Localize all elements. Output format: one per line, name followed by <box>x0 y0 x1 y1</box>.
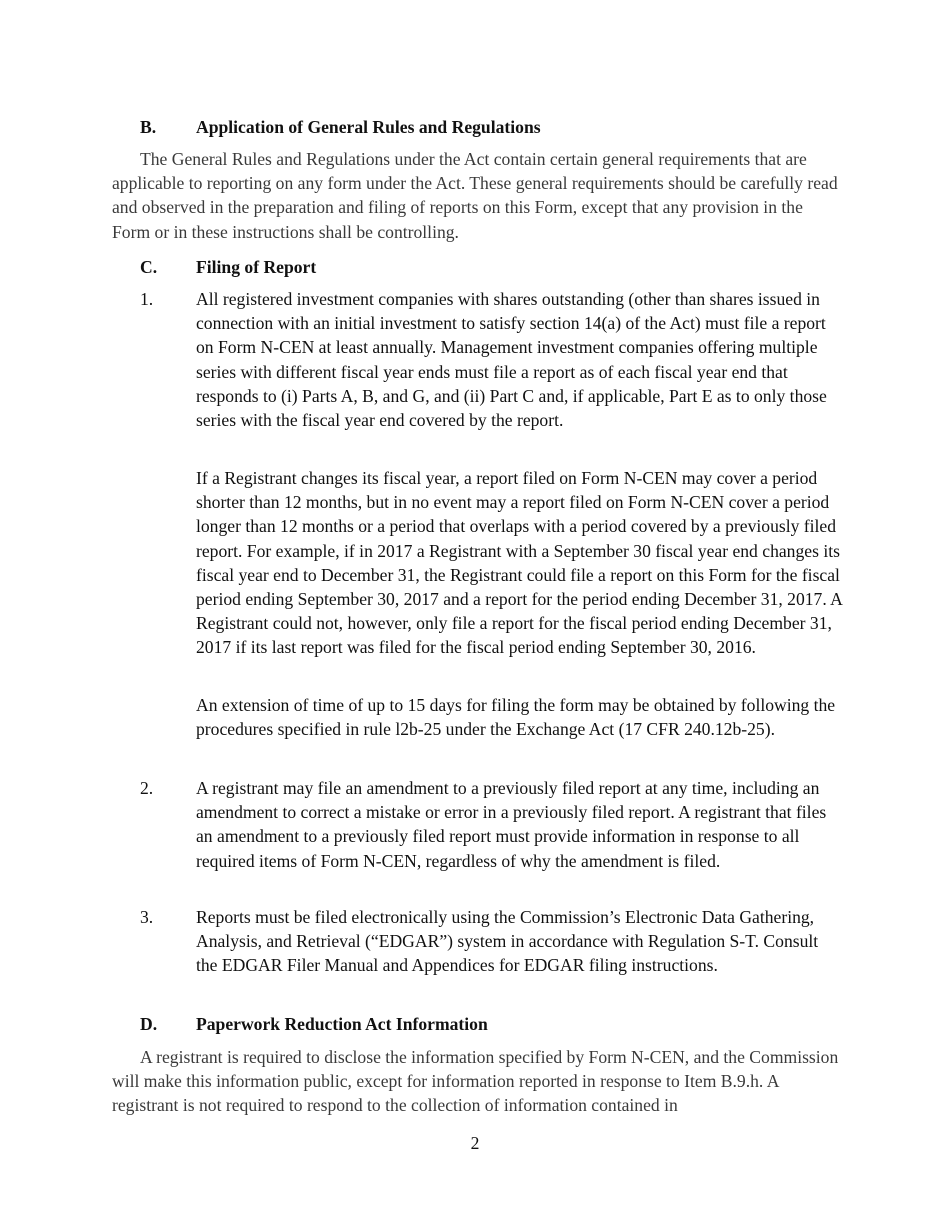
page-number: 2 <box>470 1133 480 1153</box>
item-1-paragraph-2: If a Registrant changes its fiscal year, a report filed on Form N-CEN may cover a period shorter than 12 months, but in no event may a report filed on Form N-CEN cover a period longer than 12 months or a period that overlaps with a period covered by a previously filed report. For example, if in 2017 a Registrant with a September 30 fiscal year end changes its fiscal year end to December 31, the Registrant could file a report on this Form for the fiscal period ending September 30, 2017 and a report for the period ending December 31, 2017. A Registrant could not, however, only file a report for the fiscal period ending December 31, 2017 if its last report was filed for the fiscal period ending September 30, 2016. <box>196 468 842 658</box>
item-3-number: 3. <box>140 907 154 927</box>
section-b-title: Application of General Rules and Regulations <box>196 117 541 137</box>
section-c-letter: C. <box>140 257 158 277</box>
section-c-title: Filing of Report <box>196 257 317 277</box>
section-b-letter: B. <box>140 117 157 137</box>
section-d-letter: D. <box>140 1014 158 1034</box>
section-d-paragraph: A registrant is required to disclose the information specified by Form N-CEN, and the Commission will make this information public, except for information reported in response to Item B.9.h. A registrant is not required to respond to the collection of information contained in <box>112 1047 839 1116</box>
item-2-paragraph: A registrant may file an amendment to a previously filed report at any time, including an amendment to correct a mistake or error in a previously filed report. A registrant that files an amendment to a previously filed report must provide information in response to all required items of Form N-CEN, regardless of why the amendment is filed. <box>196 778 827 871</box>
section-b-paragraph: The General Rules and Regulations under the Act contain certain general requirements that are applicable to reporting on any form under the Act. These general requirements should be carefully read and observed in the preparation and filing of reports on this Form, except that any provision in the Form or in these instructions shall be controlling. <box>112 149 838 242</box>
item-1-paragraph-1: All registered investment companies with shares outstanding (other than shares issued in connection with an initial investment to satisfy section 14(a) of the Act) must file a report on Form N-CEN at least annually. Management investment companies offering multiple series with different fiscal year ends must file a report as of each fiscal year end that responds to (i) Parts A, B, and G, and (ii) Part C and, if applicable, Part E as to only those series with the fiscal year end covered by the report. <box>196 289 827 431</box>
item-3-paragraph: Reports must be filed electronically using the Commission’s Electronic Data Gathering, Analysis, and Retrieval (“EDGAR”) system in accordance with Regulation S-T. Consult the EDGAR Filer Manual and Appendices for EDGAR filing instructions. <box>196 907 819 976</box>
item-1-number: 1. <box>140 289 154 309</box>
section-d-title: Paperwork Reduction Act Information <box>196 1014 488 1034</box>
item-1-paragraph-3: An extension of time of up to 15 days for filing the form may be obtained by following the procedures specified in rule l2b-25 under the Exchange Act (17 CFR 240.12b-25). <box>196 695 836 740</box>
item-2-number: 2. <box>140 778 154 798</box>
